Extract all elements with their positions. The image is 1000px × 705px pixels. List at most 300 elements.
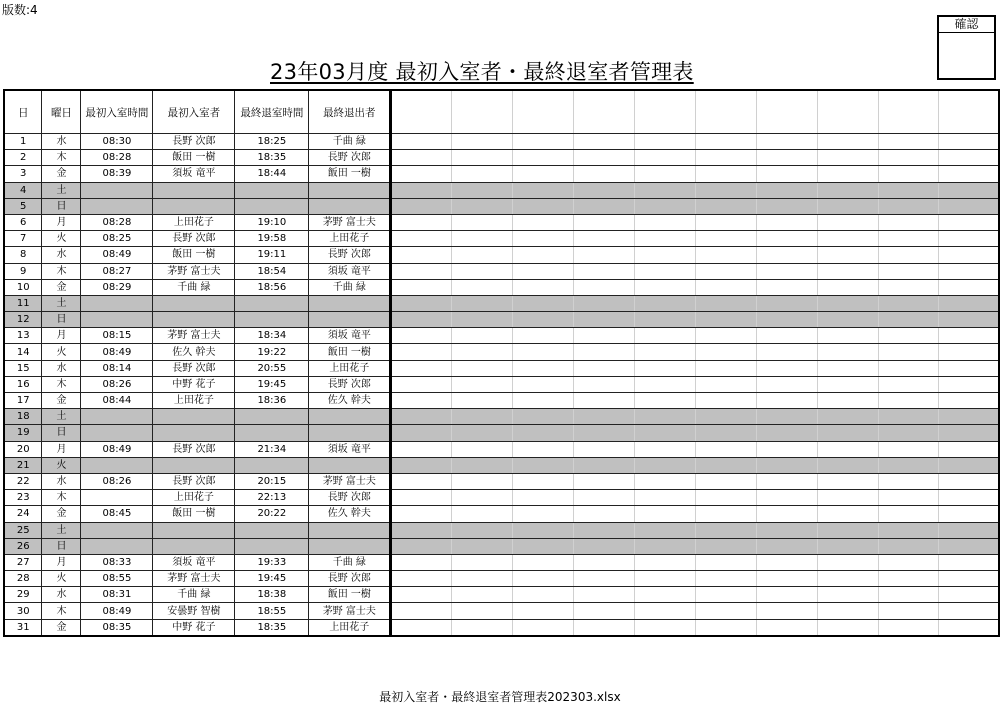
- first-in-time-cell[interactable]: 08:27: [81, 263, 153, 279]
- day-cell[interactable]: 1: [4, 134, 42, 150]
- day-cell[interactable]: 21: [4, 457, 42, 473]
- day-cell[interactable]: 14: [4, 344, 42, 360]
- blank-cell[interactable]: [939, 441, 999, 457]
- first-in-time-cell[interactable]: 08:49: [81, 603, 153, 619]
- day-cell[interactable]: 16: [4, 376, 42, 392]
- weekday-cell[interactable]: 木: [42, 263, 81, 279]
- first-in-person-cell[interactable]: 長野 次郎: [153, 441, 235, 457]
- blank-cell[interactable]: [513, 538, 574, 554]
- blank-cell[interactable]: [817, 538, 878, 554]
- last-out-time-cell[interactable]: [235, 182, 309, 198]
- blank-cell[interactable]: [513, 393, 574, 409]
- blank-cell[interactable]: [634, 554, 695, 570]
- weekday-cell[interactable]: 火: [42, 457, 81, 473]
- blank-cell[interactable]: [695, 247, 756, 263]
- blank-cell[interactable]: [513, 603, 574, 619]
- blank-cell[interactable]: [452, 522, 513, 538]
- weekday-cell[interactable]: 土: [42, 409, 81, 425]
- blank-cell[interactable]: [452, 393, 513, 409]
- day-cell[interactable]: 20: [4, 441, 42, 457]
- blank-cell[interactable]: [513, 295, 574, 311]
- header-blank-cell[interactable]: [452, 90, 513, 134]
- blank-cell[interactable]: [513, 247, 574, 263]
- blank-cell[interactable]: [634, 312, 695, 328]
- last-out-time-cell[interactable]: 18:36: [235, 393, 309, 409]
- header-blank-cell[interactable]: [634, 90, 695, 134]
- first-in-person-cell[interactable]: [153, 182, 235, 198]
- last-out-time-cell[interactable]: 19:45: [235, 376, 309, 392]
- blank-cell[interactable]: [695, 571, 756, 587]
- blank-cell[interactable]: [391, 441, 452, 457]
- blank-cell[interactable]: [939, 166, 999, 182]
- first-in-person-cell[interactable]: 上田花子: [153, 490, 235, 506]
- blank-cell[interactable]: [756, 619, 817, 636]
- header-blank-cell[interactable]: [939, 90, 999, 134]
- blank-cell[interactable]: [878, 506, 939, 522]
- blank-cell[interactable]: [695, 409, 756, 425]
- blank-cell[interactable]: [695, 538, 756, 554]
- blank-cell[interactable]: [391, 376, 452, 392]
- last-out-person-cell[interactable]: 千曲 緑: [309, 279, 391, 295]
- blank-cell[interactable]: [574, 490, 635, 506]
- blank-cell[interactable]: [634, 295, 695, 311]
- blank-cell[interactable]: [452, 295, 513, 311]
- blank-cell[interactable]: [513, 619, 574, 636]
- blank-cell[interactable]: [452, 312, 513, 328]
- blank-cell[interactable]: [513, 441, 574, 457]
- blank-cell[interactable]: [695, 376, 756, 392]
- blank-cell[interactable]: [574, 360, 635, 376]
- blank-cell[interactable]: [634, 360, 695, 376]
- blank-cell[interactable]: [695, 198, 756, 214]
- blank-cell[interactable]: [695, 150, 756, 166]
- weekday-cell[interactable]: 金: [42, 166, 81, 182]
- last-out-person-cell[interactable]: 千曲 緑: [309, 134, 391, 150]
- blank-cell[interactable]: [391, 619, 452, 636]
- blank-cell[interactable]: [452, 619, 513, 636]
- blank-cell[interactable]: [513, 409, 574, 425]
- blank-cell[interactable]: [634, 473, 695, 489]
- blank-cell[interactable]: [391, 587, 452, 603]
- blank-cell[interactable]: [756, 166, 817, 182]
- blank-cell[interactable]: [574, 376, 635, 392]
- day-cell[interactable]: 3: [4, 166, 42, 182]
- blank-cell[interactable]: [756, 328, 817, 344]
- last-out-person-cell[interactable]: 須坂 竜平: [309, 263, 391, 279]
- blank-cell[interactable]: [452, 263, 513, 279]
- blank-cell[interactable]: [695, 425, 756, 441]
- blank-cell[interactable]: [513, 182, 574, 198]
- first-in-person-cell[interactable]: 飯田 一樹: [153, 506, 235, 522]
- first-in-time-cell[interactable]: 08:26: [81, 473, 153, 489]
- day-cell[interactable]: 2: [4, 150, 42, 166]
- last-out-time-cell[interactable]: [235, 457, 309, 473]
- last-out-time-cell[interactable]: [235, 312, 309, 328]
- blank-cell[interactable]: [574, 182, 635, 198]
- day-cell[interactable]: 15: [4, 360, 42, 376]
- blank-cell[interactable]: [695, 344, 756, 360]
- blank-cell[interactable]: [634, 376, 695, 392]
- weekday-cell[interactable]: 日: [42, 538, 81, 554]
- blank-cell[interactable]: [878, 134, 939, 150]
- blank-cell[interactable]: [391, 328, 452, 344]
- blank-cell[interactable]: [513, 198, 574, 214]
- blank-cell[interactable]: [939, 295, 999, 311]
- blank-cell[interactable]: [756, 473, 817, 489]
- first-in-time-cell[interactable]: 08:45: [81, 506, 153, 522]
- blank-cell[interactable]: [452, 457, 513, 473]
- blank-cell[interactable]: [634, 441, 695, 457]
- blank-cell[interactable]: [452, 247, 513, 263]
- blank-cell[interactable]: [695, 360, 756, 376]
- weekday-cell[interactable]: 木: [42, 376, 81, 392]
- blank-cell[interactable]: [574, 166, 635, 182]
- blank-cell[interactable]: [817, 263, 878, 279]
- blank-cell[interactable]: [817, 214, 878, 230]
- blank-cell[interactable]: [939, 603, 999, 619]
- first-in-time-cell[interactable]: 08:14: [81, 360, 153, 376]
- blank-cell[interactable]: [695, 393, 756, 409]
- first-in-time-cell[interactable]: 08:25: [81, 231, 153, 247]
- blank-cell[interactable]: [817, 457, 878, 473]
- blank-cell[interactable]: [695, 473, 756, 489]
- blank-cell[interactable]: [634, 538, 695, 554]
- blank-cell[interactable]: [695, 457, 756, 473]
- blank-cell[interactable]: [756, 312, 817, 328]
- blank-cell[interactable]: [695, 214, 756, 230]
- blank-cell[interactable]: [878, 603, 939, 619]
- day-cell[interactable]: 13: [4, 328, 42, 344]
- blank-cell[interactable]: [817, 328, 878, 344]
- blank-cell[interactable]: [817, 473, 878, 489]
- blank-cell[interactable]: [878, 150, 939, 166]
- blank-cell[interactable]: [391, 409, 452, 425]
- blank-cell[interactable]: [574, 214, 635, 230]
- last-out-person-cell[interactable]: 飯田 一樹: [309, 587, 391, 603]
- last-out-person-cell[interactable]: [309, 295, 391, 311]
- last-out-person-cell[interactable]: 茅野 富士夫: [309, 603, 391, 619]
- first-in-time-cell[interactable]: 08:44: [81, 393, 153, 409]
- first-in-time-cell[interactable]: 08:30: [81, 134, 153, 150]
- blank-cell[interactable]: [939, 571, 999, 587]
- blank-cell[interactable]: [634, 457, 695, 473]
- blank-cell[interactable]: [452, 506, 513, 522]
- blank-cell[interactable]: [817, 312, 878, 328]
- weekday-cell[interactable]: 木: [42, 603, 81, 619]
- last-out-person-cell[interactable]: [309, 538, 391, 554]
- blank-cell[interactable]: [878, 263, 939, 279]
- blank-cell[interactable]: [513, 554, 574, 570]
- first-in-person-cell[interactable]: 長野 次郎: [153, 360, 235, 376]
- last-out-person-cell[interactable]: [309, 425, 391, 441]
- blank-cell[interactable]: [817, 231, 878, 247]
- first-in-time-cell[interactable]: 08:33: [81, 554, 153, 570]
- blank-cell[interactable]: [452, 538, 513, 554]
- blank-cell[interactable]: [452, 603, 513, 619]
- first-in-person-cell[interactable]: 安曇野 智樹: [153, 603, 235, 619]
- first-in-time-cell[interactable]: 08:49: [81, 344, 153, 360]
- first-in-time-cell[interactable]: 08:28: [81, 214, 153, 230]
- blank-cell[interactable]: [756, 214, 817, 230]
- first-in-time-cell[interactable]: 08:15: [81, 328, 153, 344]
- day-cell[interactable]: 11: [4, 295, 42, 311]
- blank-cell[interactable]: [513, 214, 574, 230]
- last-out-person-cell[interactable]: 長野 次郎: [309, 571, 391, 587]
- last-out-time-cell[interactable]: 18:55: [235, 603, 309, 619]
- day-cell[interactable]: 25: [4, 522, 42, 538]
- weekday-cell[interactable]: 土: [42, 522, 81, 538]
- blank-cell[interactable]: [878, 554, 939, 570]
- blank-cell[interactable]: [878, 490, 939, 506]
- day-cell[interactable]: 7: [4, 231, 42, 247]
- day-cell[interactable]: 29: [4, 587, 42, 603]
- first-in-person-cell[interactable]: [153, 538, 235, 554]
- blank-cell[interactable]: [878, 425, 939, 441]
- blank-cell[interactable]: [878, 231, 939, 247]
- blank-cell[interactable]: [634, 490, 695, 506]
- first-in-time-cell[interactable]: [81, 538, 153, 554]
- last-out-time-cell[interactable]: [235, 425, 309, 441]
- first-in-person-cell[interactable]: [153, 295, 235, 311]
- blank-cell[interactable]: [391, 571, 452, 587]
- last-out-time-cell[interactable]: 19:45: [235, 571, 309, 587]
- last-out-time-cell[interactable]: 22:13: [235, 490, 309, 506]
- blank-cell[interactable]: [695, 134, 756, 150]
- last-out-person-cell[interactable]: [309, 522, 391, 538]
- blank-cell[interactable]: [878, 214, 939, 230]
- day-cell[interactable]: 26: [4, 538, 42, 554]
- last-out-person-cell[interactable]: 千曲 緑: [309, 554, 391, 570]
- blank-cell[interactable]: [391, 263, 452, 279]
- weekday-cell[interactable]: 金: [42, 393, 81, 409]
- day-cell[interactable]: 12: [4, 312, 42, 328]
- blank-cell[interactable]: [878, 312, 939, 328]
- weekday-cell[interactable]: 金: [42, 506, 81, 522]
- weekday-cell[interactable]: 木: [42, 490, 81, 506]
- blank-cell[interactable]: [756, 587, 817, 603]
- blank-cell[interactable]: [939, 522, 999, 538]
- blank-cell[interactable]: [695, 490, 756, 506]
- blank-cell[interactable]: [939, 538, 999, 554]
- blank-cell[interactable]: [878, 360, 939, 376]
- last-out-person-cell[interactable]: 飯田 一樹: [309, 166, 391, 182]
- blank-cell[interactable]: [391, 247, 452, 263]
- last-out-time-cell[interactable]: 19:58: [235, 231, 309, 247]
- first-in-time-cell[interactable]: 08:28: [81, 150, 153, 166]
- blank-cell[interactable]: [391, 490, 452, 506]
- last-out-person-cell[interactable]: 須坂 竜平: [309, 441, 391, 457]
- blank-cell[interactable]: [513, 150, 574, 166]
- weekday-cell[interactable]: 水: [42, 587, 81, 603]
- last-out-time-cell[interactable]: [235, 409, 309, 425]
- first-in-time-cell[interactable]: 08:26: [81, 376, 153, 392]
- first-in-person-cell[interactable]: 長野 次郎: [153, 231, 235, 247]
- last-out-time-cell[interactable]: 19:33: [235, 554, 309, 570]
- blank-cell[interactable]: [695, 554, 756, 570]
- first-in-time-cell[interactable]: 08:29: [81, 279, 153, 295]
- weekday-cell[interactable]: 月: [42, 328, 81, 344]
- first-in-person-cell[interactable]: [153, 457, 235, 473]
- first-in-time-cell[interactable]: [81, 295, 153, 311]
- blank-cell[interactable]: [391, 360, 452, 376]
- blank-cell[interactable]: [574, 328, 635, 344]
- weekday-cell[interactable]: 水: [42, 473, 81, 489]
- blank-cell[interactable]: [756, 409, 817, 425]
- first-in-person-cell[interactable]: 茅野 富士夫: [153, 571, 235, 587]
- blank-cell[interactable]: [878, 538, 939, 554]
- blank-cell[interactable]: [574, 457, 635, 473]
- first-in-time-cell[interactable]: 08:35: [81, 619, 153, 636]
- blank-cell[interactable]: [452, 231, 513, 247]
- blank-cell[interactable]: [574, 619, 635, 636]
- blank-cell[interactable]: [391, 457, 452, 473]
- day-cell[interactable]: 30: [4, 603, 42, 619]
- blank-cell[interactable]: [391, 312, 452, 328]
- blank-cell[interactable]: [634, 263, 695, 279]
- blank-cell[interactable]: [756, 231, 817, 247]
- first-in-time-cell[interactable]: [81, 198, 153, 214]
- first-in-person-cell[interactable]: [153, 409, 235, 425]
- weekday-cell[interactable]: 火: [42, 344, 81, 360]
- last-out-person-cell[interactable]: 長野 次郎: [309, 376, 391, 392]
- first-in-time-cell[interactable]: 08:49: [81, 441, 153, 457]
- blank-cell[interactable]: [574, 231, 635, 247]
- blank-cell[interactable]: [756, 279, 817, 295]
- first-in-person-cell[interactable]: [153, 425, 235, 441]
- blank-cell[interactable]: [878, 571, 939, 587]
- first-in-time-cell[interactable]: [81, 522, 153, 538]
- blank-cell[interactable]: [452, 376, 513, 392]
- blank-cell[interactable]: [756, 344, 817, 360]
- blank-cell[interactable]: [756, 393, 817, 409]
- weekday-cell[interactable]: 土: [42, 295, 81, 311]
- day-cell[interactable]: 19: [4, 425, 42, 441]
- blank-cell[interactable]: [513, 360, 574, 376]
- blank-cell[interactable]: [878, 457, 939, 473]
- blank-cell[interactable]: [695, 312, 756, 328]
- day-cell[interactable]: 17: [4, 393, 42, 409]
- blank-cell[interactable]: [391, 134, 452, 150]
- blank-cell[interactable]: [634, 247, 695, 263]
- weekday-cell[interactable]: 水: [42, 360, 81, 376]
- blank-cell[interactable]: [634, 134, 695, 150]
- blank-cell[interactable]: [695, 279, 756, 295]
- blank-cell[interactable]: [695, 441, 756, 457]
- blank-cell[interactable]: [574, 312, 635, 328]
- blank-cell[interactable]: [878, 441, 939, 457]
- last-out-person-cell[interactable]: 飯田 一樹: [309, 344, 391, 360]
- blank-cell[interactable]: [513, 344, 574, 360]
- blank-cell[interactable]: [939, 409, 999, 425]
- first-in-person-cell[interactable]: 茅野 富士夫: [153, 328, 235, 344]
- blank-cell[interactable]: [574, 295, 635, 311]
- last-out-person-cell[interactable]: [309, 198, 391, 214]
- blank-cell[interactable]: [756, 360, 817, 376]
- weekday-cell[interactable]: 月: [42, 214, 81, 230]
- blank-cell[interactable]: [634, 328, 695, 344]
- day-cell[interactable]: 8: [4, 247, 42, 263]
- weekday-cell[interactable]: 金: [42, 279, 81, 295]
- last-out-time-cell[interactable]: [235, 295, 309, 311]
- blank-cell[interactable]: [817, 134, 878, 150]
- weekday-cell[interactable]: 土: [42, 182, 81, 198]
- blank-cell[interactable]: [817, 425, 878, 441]
- blank-cell[interactable]: [574, 538, 635, 554]
- first-in-person-cell[interactable]: 須坂 竜平: [153, 166, 235, 182]
- blank-cell[interactable]: [878, 328, 939, 344]
- weekday-cell[interactable]: 日: [42, 198, 81, 214]
- last-out-time-cell[interactable]: [235, 198, 309, 214]
- blank-cell[interactable]: [695, 587, 756, 603]
- blank-cell[interactable]: [513, 490, 574, 506]
- blank-cell[interactable]: [817, 554, 878, 570]
- blank-cell[interactable]: [817, 571, 878, 587]
- blank-cell[interactable]: [513, 506, 574, 522]
- first-in-person-cell[interactable]: 上田花子: [153, 214, 235, 230]
- blank-cell[interactable]: [939, 344, 999, 360]
- blank-cell[interactable]: [878, 587, 939, 603]
- blank-cell[interactable]: [634, 571, 695, 587]
- blank-cell[interactable]: [939, 231, 999, 247]
- blank-cell[interactable]: [634, 506, 695, 522]
- header-blank-cell[interactable]: [574, 90, 635, 134]
- last-out-person-cell[interactable]: 須坂 竜平: [309, 328, 391, 344]
- day-cell[interactable]: 10: [4, 279, 42, 295]
- blank-cell[interactable]: [634, 198, 695, 214]
- blank-cell[interactable]: [391, 344, 452, 360]
- blank-cell[interactable]: [574, 554, 635, 570]
- blank-cell[interactable]: [756, 457, 817, 473]
- blank-cell[interactable]: [634, 619, 695, 636]
- first-in-person-cell[interactable]: [153, 198, 235, 214]
- blank-cell[interactable]: [391, 231, 452, 247]
- blank-cell[interactable]: [756, 441, 817, 457]
- last-out-time-cell[interactable]: [235, 522, 309, 538]
- blank-cell[interactable]: [878, 473, 939, 489]
- blank-cell[interactable]: [817, 441, 878, 457]
- last-out-person-cell[interactable]: 長野 次郎: [309, 490, 391, 506]
- first-in-time-cell[interactable]: [81, 425, 153, 441]
- last-out-time-cell[interactable]: 20:22: [235, 506, 309, 522]
- weekday-cell[interactable]: 月: [42, 554, 81, 570]
- blank-cell[interactable]: [695, 295, 756, 311]
- blank-cell[interactable]: [817, 393, 878, 409]
- last-out-time-cell[interactable]: 18:34: [235, 328, 309, 344]
- blank-cell[interactable]: [391, 506, 452, 522]
- weekday-cell[interactable]: 日: [42, 425, 81, 441]
- blank-cell[interactable]: [695, 522, 756, 538]
- blank-cell[interactable]: [878, 279, 939, 295]
- blank-cell[interactable]: [817, 295, 878, 311]
- last-out-time-cell[interactable]: [235, 538, 309, 554]
- blank-cell[interactable]: [574, 344, 635, 360]
- blank-cell[interactable]: [391, 473, 452, 489]
- blank-cell[interactable]: [695, 603, 756, 619]
- blank-cell[interactable]: [695, 328, 756, 344]
- blank-cell[interactable]: [634, 344, 695, 360]
- last-out-person-cell[interactable]: [309, 409, 391, 425]
- blank-cell[interactable]: [391, 295, 452, 311]
- last-out-time-cell[interactable]: 20:55: [235, 360, 309, 376]
- blank-cell[interactable]: [574, 409, 635, 425]
- first-in-time-cell[interactable]: [81, 490, 153, 506]
- blank-cell[interactable]: [695, 231, 756, 247]
- blank-cell[interactable]: [452, 409, 513, 425]
- blank-cell[interactable]: [817, 522, 878, 538]
- blank-cell[interactable]: [939, 182, 999, 198]
- blank-cell[interactable]: [391, 166, 452, 182]
- blank-cell[interactable]: [574, 506, 635, 522]
